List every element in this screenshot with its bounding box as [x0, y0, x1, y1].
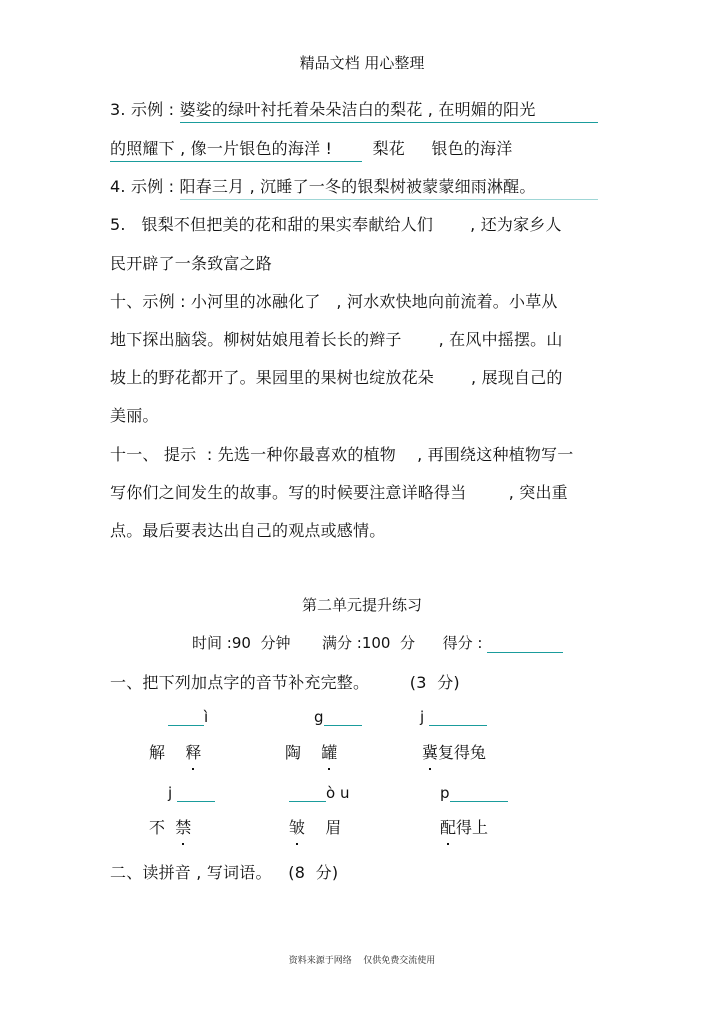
answer-10-line-2: 地下探出脑袋。柳树姑娘甩着长长的辫子 , 在风中摇摆。山: [110, 330, 563, 349]
pinyin-item-6: [440, 784, 508, 802]
word-4-text: 不: [149, 818, 176, 837]
word-5-text: 眉: [305, 818, 342, 837]
word-3-text: 复得兔: [438, 743, 487, 762]
answer-3-prefix: 3. 示例 :: [110, 100, 180, 119]
word-5: [289, 815, 341, 838]
answer-4-underlined: 阳春三月 , 沉睡了一冬的银梨树被蒙蒙细雨淋醒。: [180, 174, 598, 200]
page-footer: 资料来源于网络 仅供免费交流使用: [288, 956, 436, 966]
pinyin-item-3: [420, 708, 487, 726]
pinyin-hint-5: ò u: [326, 784, 350, 802]
exam-score-label: 得分 :: [442, 634, 488, 652]
pinyin-item-5: [289, 784, 349, 802]
score-input[interactable]: [487, 638, 563, 653]
word-3: [422, 740, 486, 763]
section-1-points: (3 分): [409, 673, 460, 692]
pinyin-hint-1: ì: [204, 708, 209, 726]
pinyin-blank-1[interactable]: [168, 711, 204, 726]
pinyin-item-1: [168, 708, 208, 726]
answer-5-line-1: 5. 银梨不但把美的花和甜的果实奉献给人们 , 还为家乡人: [110, 215, 562, 234]
answer-11-line-3: 点。最后要表达出自己的观点或感情。: [110, 521, 386, 540]
pinyin-item-4: [168, 784, 215, 802]
pinyin-blank-5[interactable]: [289, 787, 326, 802]
word-5-dotted-char: 皱: [289, 815, 305, 838]
pinyin-hint-2: g: [314, 708, 324, 726]
answer-10-line-4: 美丽。: [110, 406, 159, 425]
word-2-text: 陶: [285, 743, 322, 762]
section-1-heading: 一、把下列加点字的音节补充完整。: [110, 673, 370, 692]
word-4-dotted-char: 禁: [175, 815, 191, 838]
page-header: 精品文档 用心整理: [299, 54, 425, 72]
pinyin-item-2: [314, 708, 362, 726]
answer-11-line-2: 写你们之间发生的故事。写的时候要注意详略得当 , 突出重: [110, 483, 568, 502]
word-6-dotted-char: 配: [440, 815, 456, 838]
section-2-heading: 二、读拼音 , 写词语。: [110, 863, 272, 882]
answer-4-prefix: 4. 示例 :: [110, 177, 180, 196]
section-1-heading-row: [110, 670, 460, 693]
exam-info: [192, 632, 563, 653]
word-6-text: 得上: [456, 818, 489, 837]
section-2-heading-row: [110, 860, 338, 883]
pinyin-blank-3[interactable]: [429, 711, 487, 726]
answer-10-line-1: 十、示例 : 小河里的冰融化了 , 河水欢快地向前流着。小草从: [110, 292, 558, 311]
pinyin-blank-6[interactable]: [450, 787, 508, 802]
word-1: [149, 740, 201, 763]
word-2: [285, 740, 337, 763]
answer-3-line-1: [110, 97, 598, 123]
pinyin-hint-3: j: [420, 708, 429, 726]
answer-3-underlined-2: 的照耀下 , 像一片银色的海洋 !: [110, 136, 362, 162]
section-2-points: (8 分): [288, 863, 339, 882]
answer-11-line-1: 十一、 提示 : 先选一种你最喜欢的植物 , 再围绕这种植物写一: [110, 445, 574, 464]
exam-time: 时间 :90 分钟: [192, 634, 291, 652]
exam-full-score: 满分 :100 分: [322, 634, 416, 652]
pinyin-blank-2[interactable]: [324, 711, 362, 726]
answer-5-line-2: 民开辟了一条致富之路: [110, 254, 273, 273]
word-2-dotted-char: 罐: [321, 740, 337, 763]
answer-3-underlined-1: 婆娑的绿叶衬托着朵朵洁白的梨花 , 在明媚的阳光: [180, 97, 598, 123]
pinyin-blank-4[interactable]: [177, 787, 215, 802]
answer-3-line-2: [110, 136, 512, 162]
pinyin-hint-4: j: [168, 784, 177, 802]
answer-10-line-3: 坡上的野花都开了。果园里的果树也绽放花朵 , 展现自己的: [110, 368, 563, 387]
pinyin-hint-6: p: [440, 784, 450, 802]
answer-3-after: 梨花 银色的海洋: [362, 139, 513, 158]
answer-4-line: [110, 174, 598, 200]
exam-title: 第二单元提升练习: [301, 596, 422, 614]
word-1-dotted-char: 释: [185, 740, 201, 763]
word-3-dotted-char: 冀: [422, 740, 438, 763]
word-1-text: 解: [149, 743, 186, 762]
word-4: [149, 815, 191, 838]
word-6: [440, 815, 488, 838]
